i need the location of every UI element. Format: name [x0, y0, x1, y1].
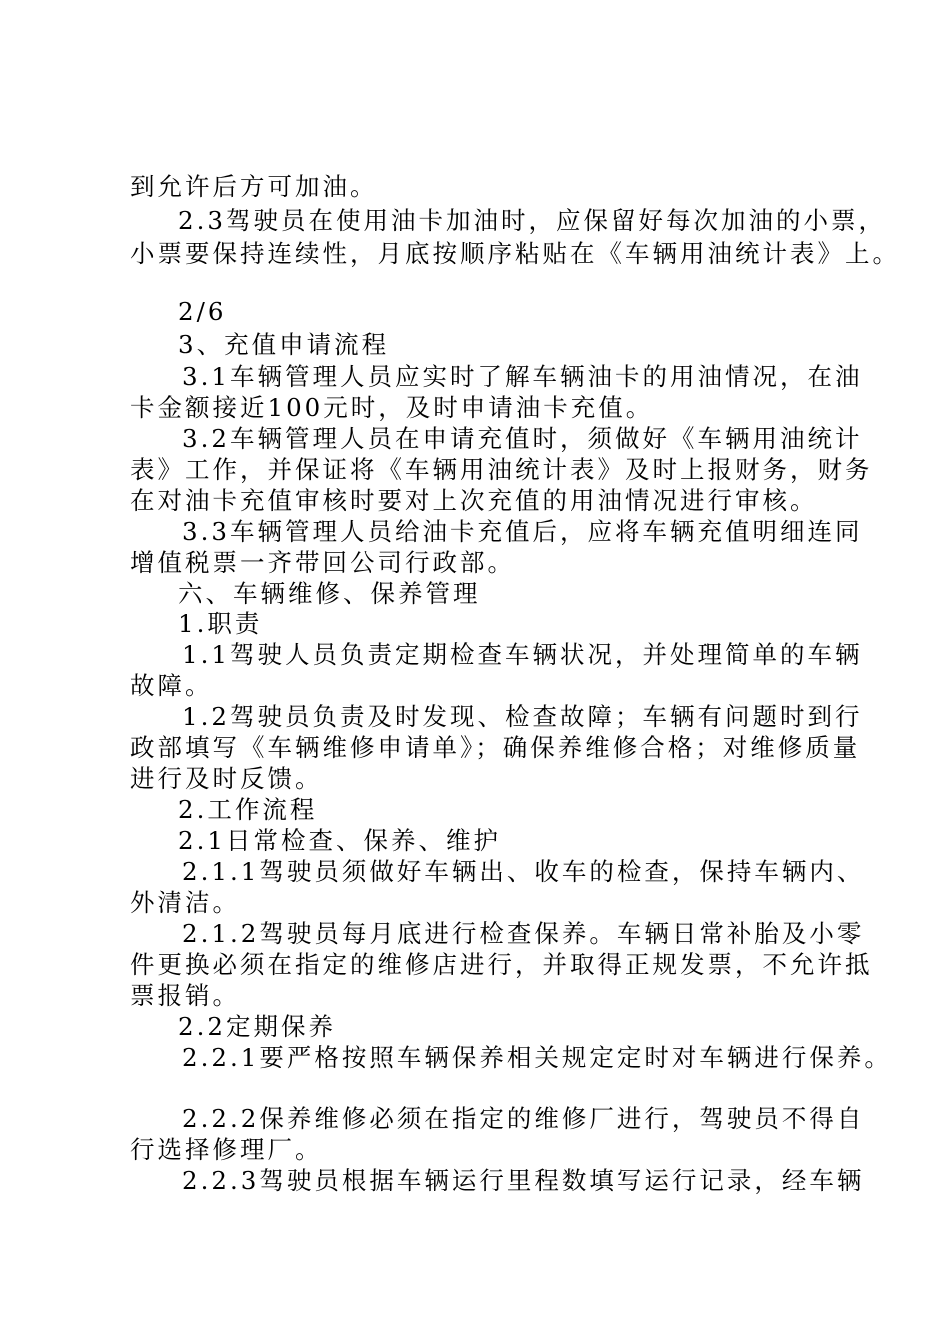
- text-line: 1.2驾驶员负责及时发现、检查故障；车辆有问题时到行: [182, 702, 863, 731]
- text-line: 小票要保持连续性，月底按顺序粘贴在《车辆用油统计表》上。: [130, 239, 900, 268]
- text-line: 1.1驾驶人员负责定期检查车辆状况，并处理简单的车辆: [182, 640, 863, 669]
- section-heading: 六、车辆维修、保养管理: [178, 579, 481, 608]
- text-line: 件更换必须在指定的维修店进行，并取得正规发票，不允许抵: [130, 950, 873, 979]
- text-line: 2.1.1驾驶员须做好车辆出、收车的检查，保持车辆内、: [182, 857, 865, 886]
- text-line: 2.2.3驾驶员根据车辆运行里程数填写运行记录，经车辆: [182, 1166, 865, 1195]
- text-line: 2.2.1要严格按照车辆保养相关规定定时对车辆进行保养。: [182, 1043, 892, 1072]
- text-line: 政部填写《车辆维修申请单》；确保养维修合格；对维修质量: [130, 733, 861, 762]
- text-line: 卡金额接近100元时，及时申请油卡充值。: [130, 393, 654, 422]
- text-line: 3.2车辆管理人员在申请充值时，须做好《车辆用油统计: [182, 424, 863, 453]
- text-line: 增值税票一齐带回公司行政部。: [130, 548, 515, 577]
- section-heading: 2.工作流程: [178, 795, 318, 824]
- section-heading: 1.职责: [178, 609, 263, 638]
- section-heading: 2.1日常检查、保养、维护: [178, 826, 501, 855]
- text-line: 2.1.2驾驶员每月底进行检查保养。车辆日常补胎及小零: [182, 919, 865, 948]
- section-heading: 3、充值申请流程: [178, 330, 390, 359]
- text-line: 进行及时反馈。: [130, 764, 323, 793]
- text-line: 外清洁。: [130, 888, 240, 917]
- page-number: 2/6: [178, 297, 227, 326]
- text-line: 2.3驾驶员在使用油卡加油时，应保留好每次加油的小票，: [178, 206, 886, 235]
- text-line: 行选择修理厂。: [130, 1135, 323, 1164]
- text-line: 2.2.2保养维修必须在指定的维修厂进行，驾驶员不得自: [182, 1104, 865, 1133]
- text-line: 在对油卡充值审核时要对上次充值的用油情况进行审核。: [130, 486, 818, 515]
- text-line: 3.1车辆管理人员应实时了解车辆油卡的用油情况，在油: [182, 362, 863, 391]
- text-line: 故障。: [130, 671, 213, 700]
- text-line: 表》工作，并保证将《车辆用油统计表》及时上报财务，财务: [130, 455, 873, 484]
- text-line: 3.3车辆管理人员给油卡充值后，应将车辆充值明细连同: [182, 517, 863, 546]
- text-line: 票报销。: [130, 981, 240, 1010]
- text-line: 到允许后方可加油。: [130, 172, 378, 201]
- section-heading: 2.2定期保养: [178, 1012, 336, 1041]
